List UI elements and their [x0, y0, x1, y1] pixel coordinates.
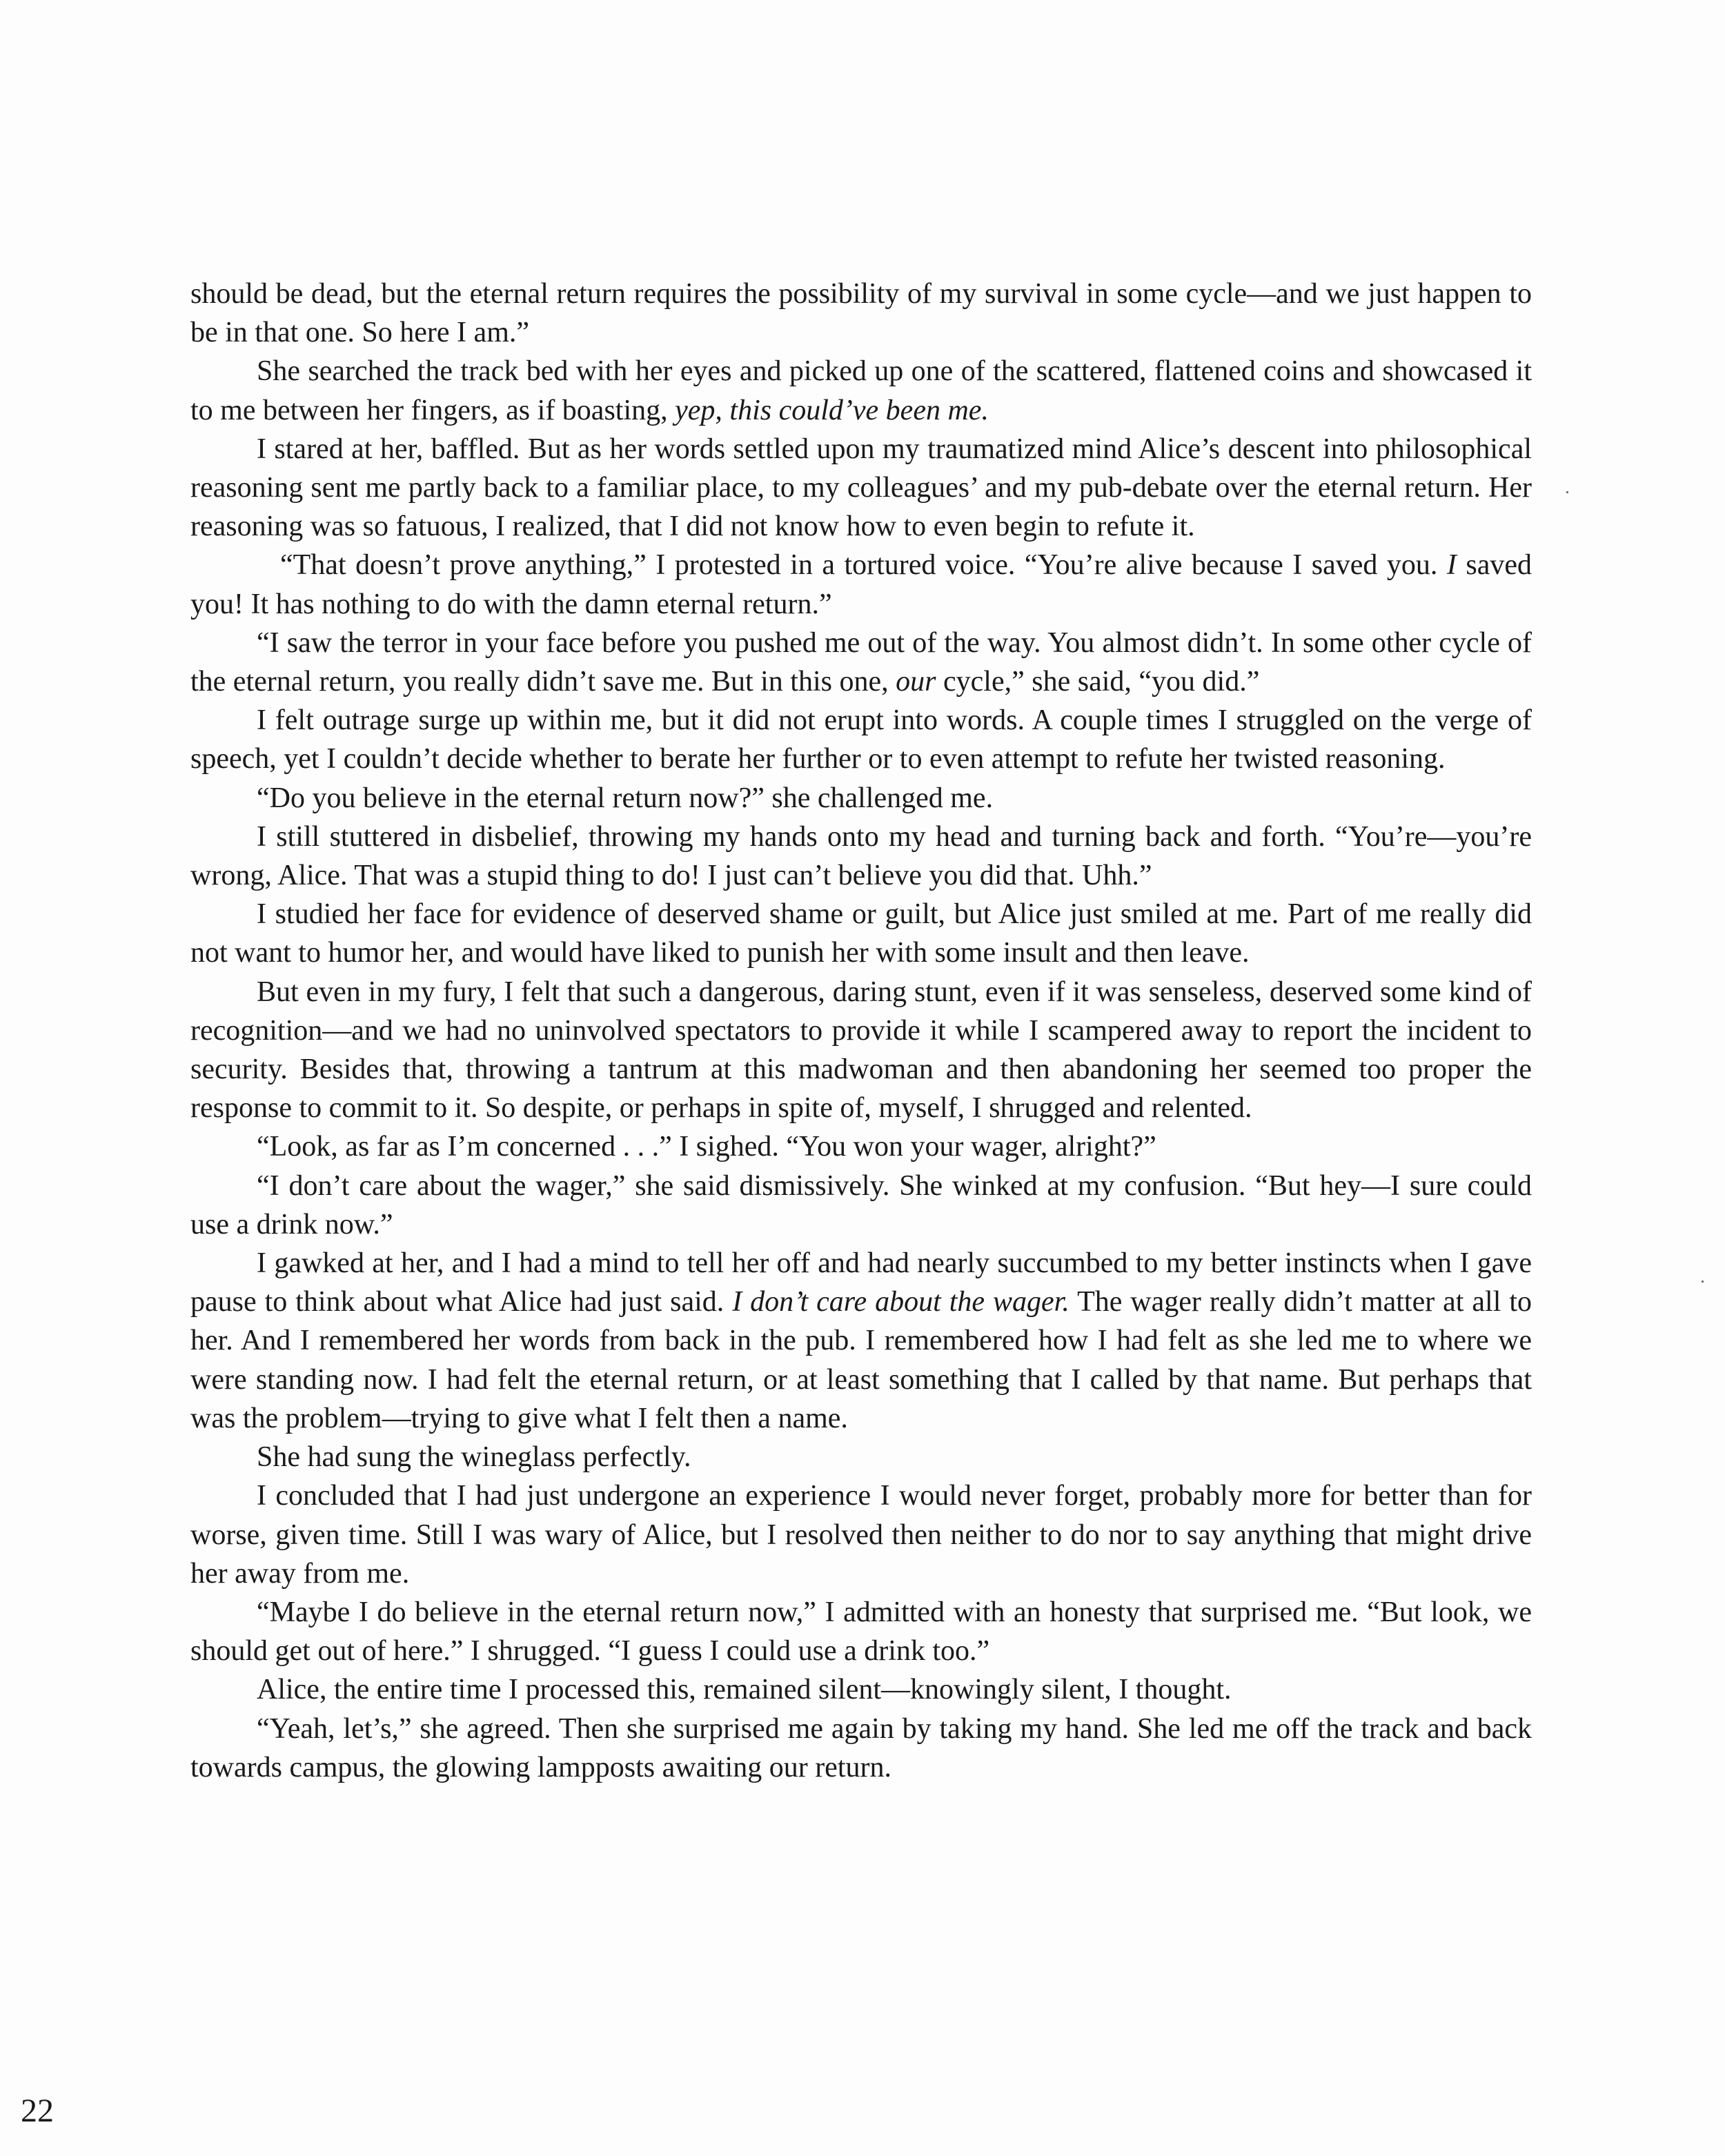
text-run: But even in my fury, I felt that such a dangerous, daring stunt, even if it was senseless, deserved some kind of recognition—and we had no uninvolved spectators to provide it while I scampered away to report the incident to security. Besides that, throwing a tantrum at this madwoman and then abandoning her seemed too proper the response to commit to it. So despite, or perhaps in spite of, myself, I shrugged and relented.: [190, 976, 1532, 1125]
paragraph: [190, 973, 1532, 1128]
text-run: saved you! It has nothing to do with the damn eternal return.”: [190, 549, 1532, 620]
text-run: should be dead, but the eternal return requires the possibility of my survival in some cycle—and we just happen to be in that one. So here I am.”: [190, 278, 1532, 349]
text-run: She had sung the wineglass perfectly.: [257, 1441, 691, 1474]
text-run: Alice, the entire time I processed this, remained silent—knowingly silent, I thought.: [257, 1674, 1232, 1706]
italic-text: I don’t care about the wager.: [732, 1286, 1070, 1318]
text-run: “That doesn’t prove anything,” I protested in a tortured voice. “You’re alive because I saved you.: [280, 549, 1447, 582]
scan-speck: [1702, 1280, 1704, 1283]
paragraph: [190, 352, 1532, 429]
text-run: “I saw the terror in your face before you pushed me out of the way. You almost didn’t. In some other cycle of the eternal return, you really didn’t save me. But in this one,: [190, 626, 1532, 698]
text-run: I studied her face for evidence of deserved shame or guilt, but Alice just smiled at me. Part of me really did not want to humor her, and would have liked to punish her with some insult and then leave.: [190, 898, 1532, 969]
text-run: The wager really didn’t matter at all to her. And I remembered her words from back in the pub. I remembered how I had felt as she led me to where we were standing now. I had felt the eternal return, or at least something that I called by that name. But perhaps that was the problem—trying to give what I felt then a name.: [190, 1286, 1532, 1434]
paragraph: [190, 895, 1532, 972]
text-run: “Maybe I do believe in the eternal return now,” I admitted with an honesty that surprised me. “But look, we should get out of here.” I shrugged. “I guess I could use a drink too.”: [190, 1596, 1532, 1668]
text-run: “Look, as far as I’m concerned . . .” I sighed. “You won your wager, alright?”: [257, 1131, 1156, 1163]
text-run: I stared at her, baffled. But as her words settled upon my traumatized mind Alice’s descent into philosophical reasoning sent me partly back to a familiar place, to my colleagues’ and my pub-debate over the eternal return. Her reasoning was so fatuous, I realized, that I did not know how to even begin to refute it.: [190, 433, 1532, 543]
text-run: “I don’t care about the wager,” she said dismissively. She winked at my confusion. “But hey—I sure could use a drink now.”: [190, 1169, 1532, 1240]
text-run: cycle,” she said, “you did.”: [936, 666, 1260, 698]
text-run: I still stuttered in disbelief, throwing my hands onto my head and turning back and forth. “You’re—you’re wrong, Alice. That was a stupid thing to do! I just can’t believe you did that. Uhh.”: [190, 820, 1532, 892]
paragraph: [190, 701, 1532, 778]
paragraph: [190, 1593, 1532, 1670]
paragraph: [190, 1438, 1532, 1476]
page-number: 22: [21, 2093, 54, 2129]
paragraph: [190, 1127, 1532, 1166]
italic-text: I: [1446, 549, 1457, 582]
paragraph: [190, 624, 1532, 701]
text-run: “Yeah, let’s,” she agreed. Then she surprised me again by taking my hand. She led me off the track and back towards campus, the glowing lampposts awaiting our return.: [190, 1712, 1532, 1783]
paragraph: [190, 1167, 1532, 1244]
paragraph: [190, 818, 1532, 895]
paragraph: [190, 1244, 1532, 1438]
text-run: I gawked at her, and I had a mind to tell her off and had nearly succumbed to my better instincts when I gave pause to think about what Alice had just said.: [190, 1247, 1532, 1318]
paragraph: [190, 1710, 1532, 1787]
text-run: “Do you believe in the eternal return now?” she challenged me.: [257, 782, 994, 814]
paragraph: [190, 546, 1532, 623]
italic-text: our: [896, 666, 936, 698]
text-run: She searched the track bed with her eyes and picked up one of the scattered, flattened coins and showcased it to me between her fingers, as if boasting,: [190, 355, 1532, 426]
text-run: I concluded that I had just undergone an experience I would never forget, probably more for better than for worse, given time. Still I was wary of Alice, but I resolved then neither to do nor to say anything that might drive her away from me.: [190, 1480, 1532, 1590]
body-text: [190, 275, 1532, 1787]
italic-text: yep, this could’ve been me.: [675, 394, 989, 426]
paragraph: [190, 275, 1532, 352]
text-run: I felt outrage surge up within me, but it did not erupt into words. A couple times I struggled on the verge of speech, yet I couldn’t decide whether to berate her further or to even attempt to refute her twisted reasoning.: [190, 704, 1532, 775]
paragraph: [190, 1670, 1532, 1709]
paragraph: [190, 430, 1532, 546]
scan-speck: [1566, 491, 1568, 493]
paragraph: [190, 779, 1532, 818]
paragraph: [190, 1476, 1532, 1593]
